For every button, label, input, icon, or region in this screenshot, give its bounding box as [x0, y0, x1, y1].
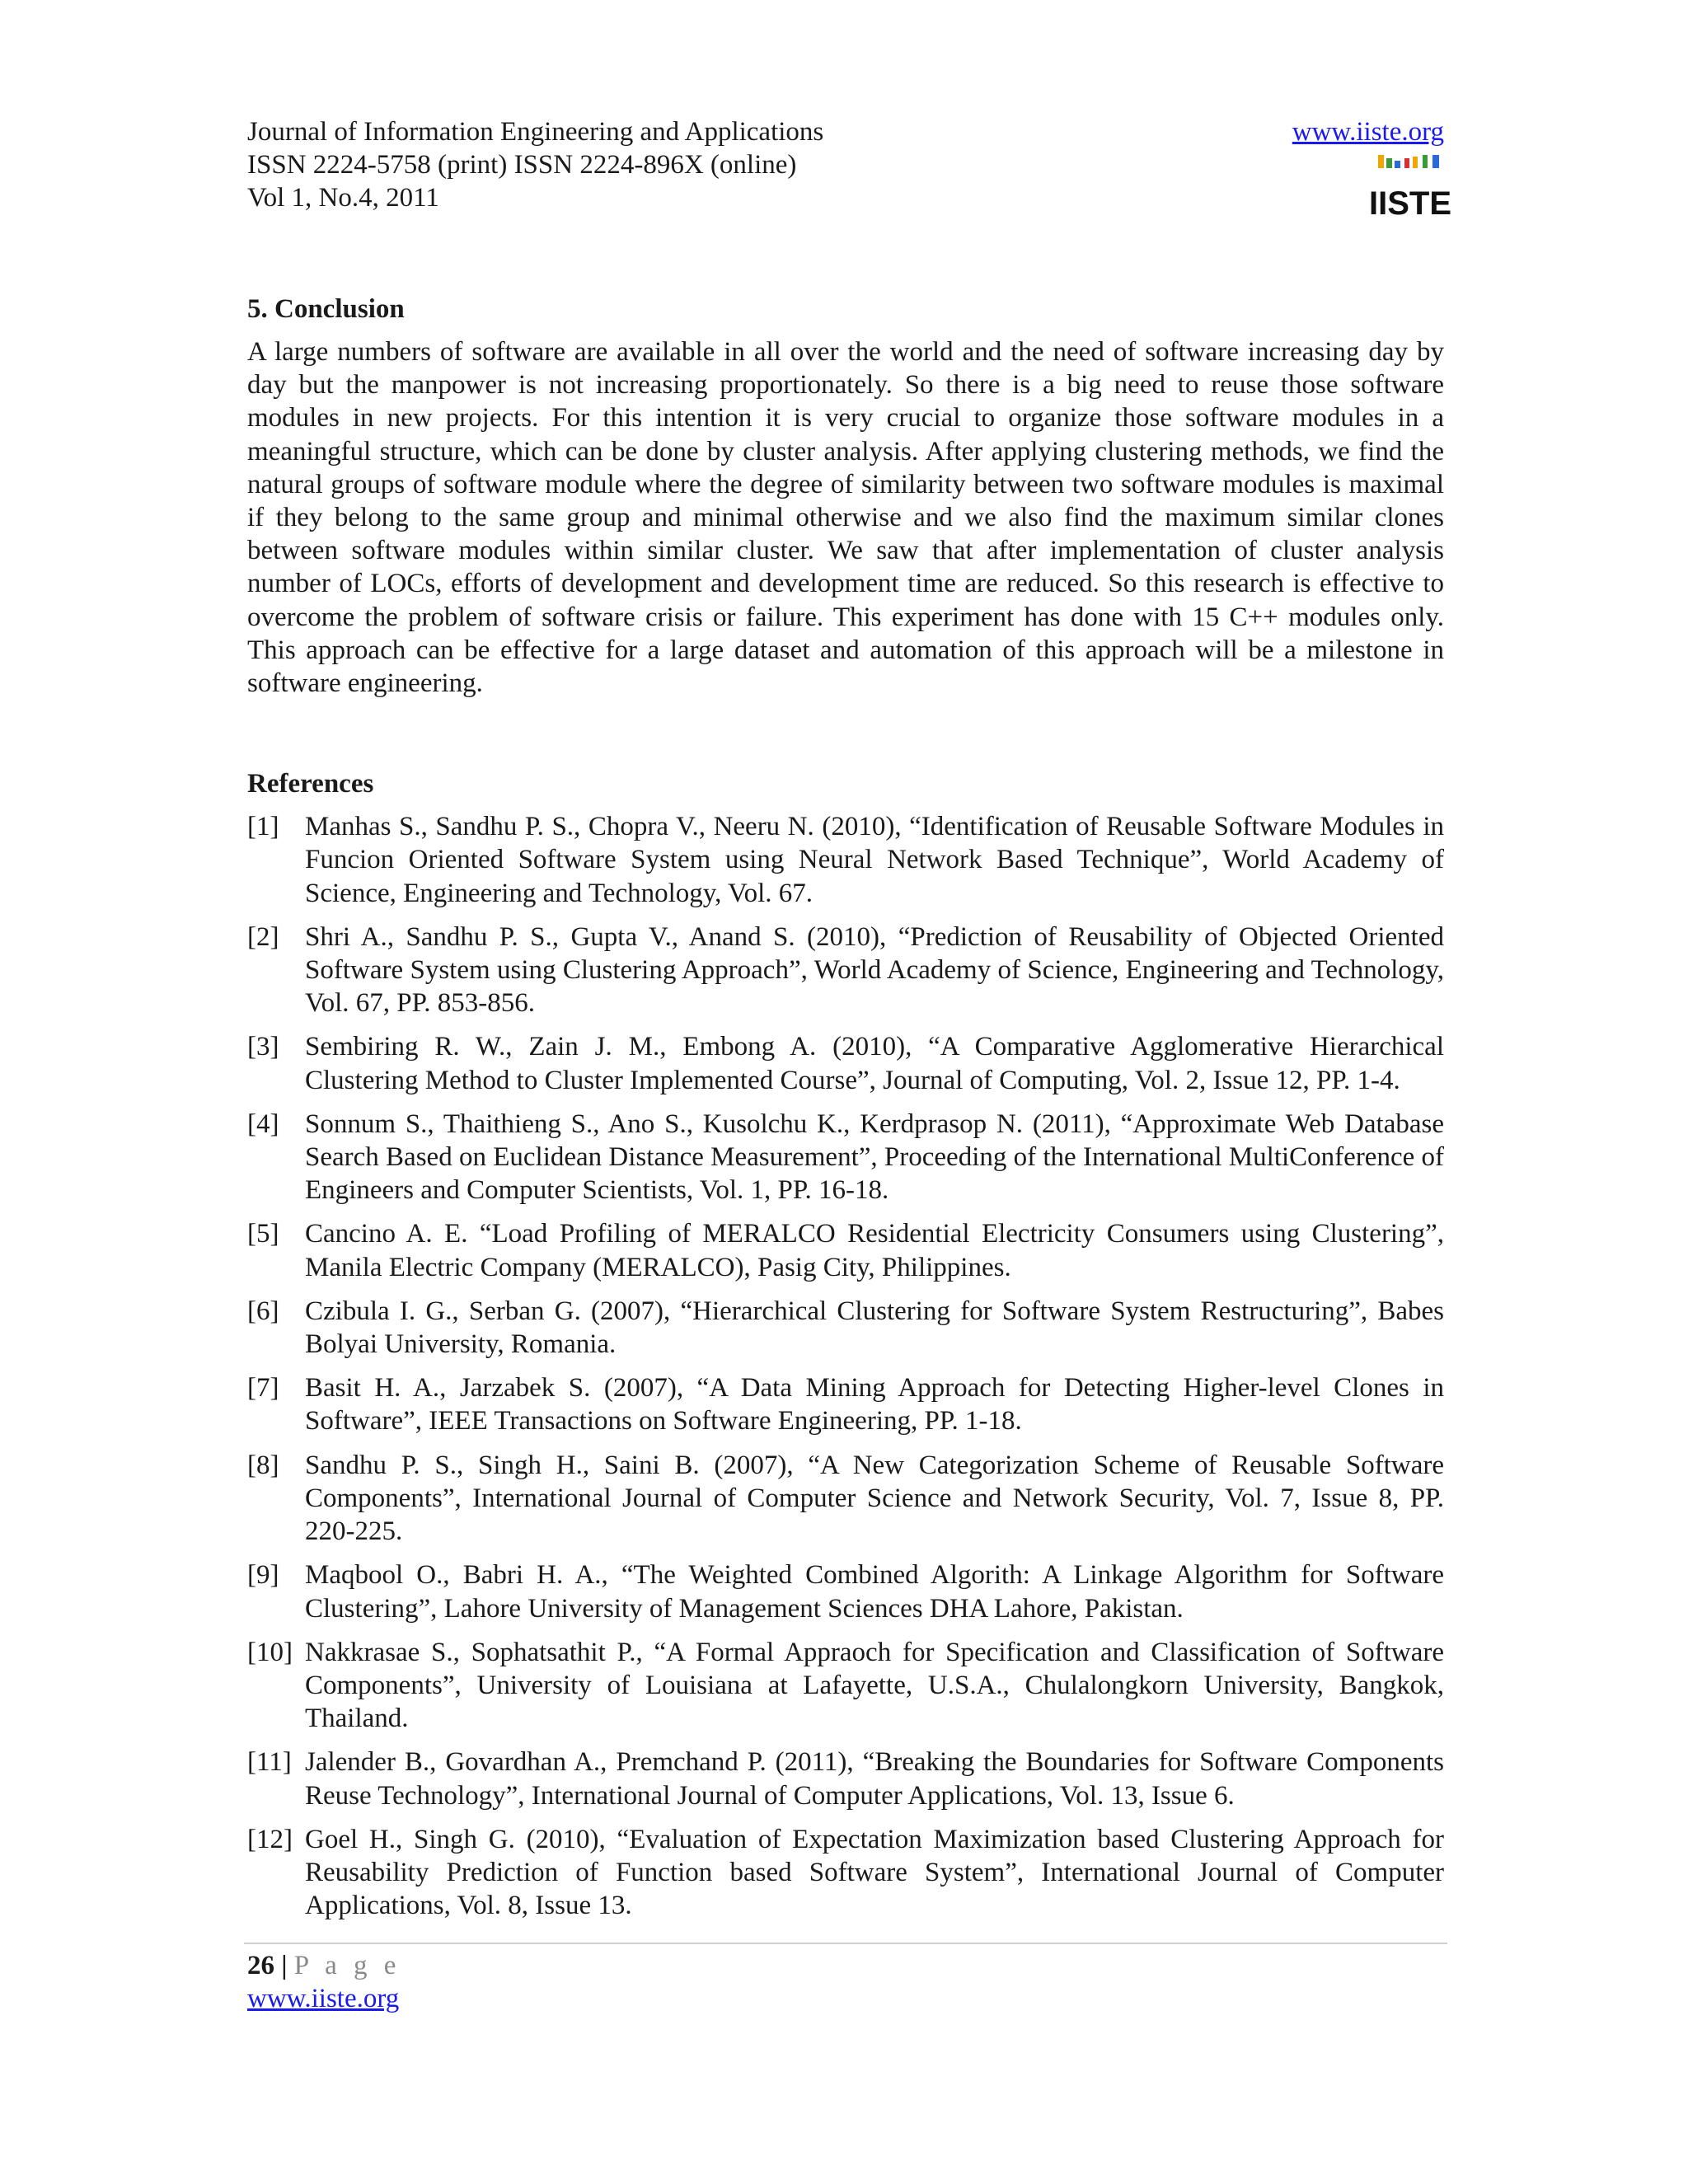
reference-item [247, 1558, 1444, 1624]
reference-text: Nakkrasae S., Sophatsathit P., “A Formal Appraoch for Specification and Classification of Software Components”, University of Louisiana at Lafayette, U.S.A., Chulalongkorn University, Bangkok, Thailand. [305, 1637, 1444, 1734]
reference-item [247, 810, 1444, 910]
conclusion-paragraph: A large numbers of software are available in all over the world and the need of software increasing day by day but the manpower is not increasing proportionately. So there is a big need to reuse those software modules in new projects. For this intention it is very crucial to organize those software modules in a meaningful structure, which can be done by cluster analysis. After applying clustering methods, we find the natural groups of software module where the degree of similarity between two software modules is maximal if they belong to the same group and minimal otherwise and we also find the maximum similar clones between software modules within similar cluster. We saw that after implementation of cluster analysis number of LOCs, efforts of development and development time are reduced. So this research is effective to overcome the problem of software crisis or failure. This experiment has done with 15 C++ modules only. This approach can be effective for a large dataset and automation of this approach will be a milestone in software engineering. [247, 337, 1444, 699]
footer-divider [244, 1943, 1447, 1944]
reference-item [247, 1030, 1444, 1096]
reference-number: [11] [247, 1747, 292, 1778]
reference-list [247, 810, 1444, 1922]
page-body [247, 293, 1444, 1933]
reference-number: [7] [247, 1373, 279, 1404]
references-heading: References [247, 769, 374, 799]
reference-number: [9] [247, 1560, 279, 1591]
page-indicator [247, 1949, 401, 1982]
reference-text: Czibula I. G., Serban G. (2007), “Hierarchical Clustering for Software System Restructuring”, Babes Bolyai University, Romania. [305, 1296, 1444, 1360]
page-label: P a g e [293, 1951, 401, 1980]
reference-item [247, 1746, 1444, 1811]
reference-number: [3] [247, 1032, 279, 1062]
journal-issn: ISSN 2224-5758 (print) ISSN 2224-896X (online) [247, 150, 797, 180]
reference-number: [6] [247, 1296, 279, 1326]
journal-info [247, 115, 823, 214]
footer-site-link[interactable]: www.iiste.org [247, 1984, 400, 2013]
reference-number: [2] [247, 921, 279, 952]
page-footer [247, 1949, 401, 2015]
reference-number: [1] [247, 812, 279, 842]
reference-text: Sandhu P. S., Singh H., Saini B. (2007), “A New Categorization Scheme of Reusable Software Components”, International Journal of Computer Science and Network Security, Vol. 7, Issue 8, PP. 220-225. [305, 1450, 1444, 1547]
reference-text: Basit H. A., Jarzabek S. (2007), “A Data Mining Approach for Detecting Higher-level Clones in Software”, IEEE Transactions on Software Engineering, PP. 1-18. [305, 1373, 1444, 1436]
reference-item [247, 1371, 1444, 1437]
reference-text: Cancino A. E. “Load Profiling of MERALCO Residential Electricity Consumers using Clustering”, Manila Electric Company (MERALCO), Pasig City, Philippines. [305, 1219, 1444, 1282]
reference-item [247, 1636, 1444, 1736]
reference-number: [10] [247, 1637, 293, 1667]
svg-text:IISTE: IISTE [1368, 185, 1452, 222]
iiste-logo [1368, 153, 1452, 222]
reference-text: Manhas S., Sandhu P. S., Chopra V., Neeru N. (2010), “Identification of Reusable Software Modules in Funcion Oriented Software System using Neural Network Based Technique”, World Academy of Science, Engineering and Technology, Vol. 67. [305, 812, 1444, 908]
reference-item [247, 1108, 1444, 1207]
reference-item [247, 1295, 1444, 1361]
page-separator: | [281, 1951, 288, 1980]
reference-text: Sembiring R. W., Zain J. M., Embong A. (2010), “A Comparative Agglomerative Hierarchical Clustering Method to Cluster Implemented Course”, Journal of Computing, Vol. 2, Issue 12, PP. 1-4. [305, 1032, 1444, 1095]
reference-number: [8] [247, 1450, 279, 1480]
reference-number: [5] [247, 1219, 279, 1249]
reference-item [247, 1823, 1444, 1923]
page-number: 26 [247, 1951, 274, 1980]
reference-text: Maqbool O., Babri H. A., “The Weighted Combined Algorith: A Linkage Algorithm for Software Clustering”, Lahore University of Management Sciences DHA Lahore, Pakistan. [305, 1560, 1444, 1624]
reference-item [247, 1449, 1444, 1549]
reference-item [247, 921, 1444, 1020]
reference-text: Goel H., Singh G. (2010), “Evaluation of Expectation Maximization based Clustering Approach for Reusability Prediction of Function based Software System”, International Journal of Computer Applications, Vol. 8, Issue 13. [305, 1824, 1444, 1921]
journal-title: Journal of Information Engineering and Applications [247, 117, 824, 147]
header-site-link[interactable]: www.iiste.org [1292, 117, 1444, 147]
page-header [247, 115, 1452, 223]
reference-text: Shri A., Sandhu P. S., Gupta V., Anand S. (2010), “Prediction of Reusability of Objected Oriented Software System using Clustering Approach”, World Academy of Science, Engineering and Technology, Vol. 67, PP. 853-856. [305, 921, 1444, 1019]
header-right [1292, 115, 1452, 222]
journal-volume: Vol 1, No.4, 2011 [247, 183, 439, 213]
reference-item [247, 1217, 1444, 1283]
reference-number: [12] [247, 1824, 293, 1854]
reference-number: [4] [247, 1108, 279, 1139]
reference-text: Sonnum S., Thaithieng S., Ano S., Kusolchu K., Kerdprasop N. (2011), “Approximate Web Database Search Based on Euclidean Distance Measurement”, Proceeding of the International MultiConference of Engineers and Computer Scientists, Vol. 1, PP. 16-18. [305, 1108, 1444, 1206]
conclusion-heading: 5. Conclusion [247, 294, 405, 324]
reference-text: Jalender B., Govardhan A., Premchand P. (2011), “Breaking the Boundaries for Software Components Reuse Technology”, International Journal of Computer Applications, Vol. 13, Issue 6. [305, 1747, 1444, 1811]
